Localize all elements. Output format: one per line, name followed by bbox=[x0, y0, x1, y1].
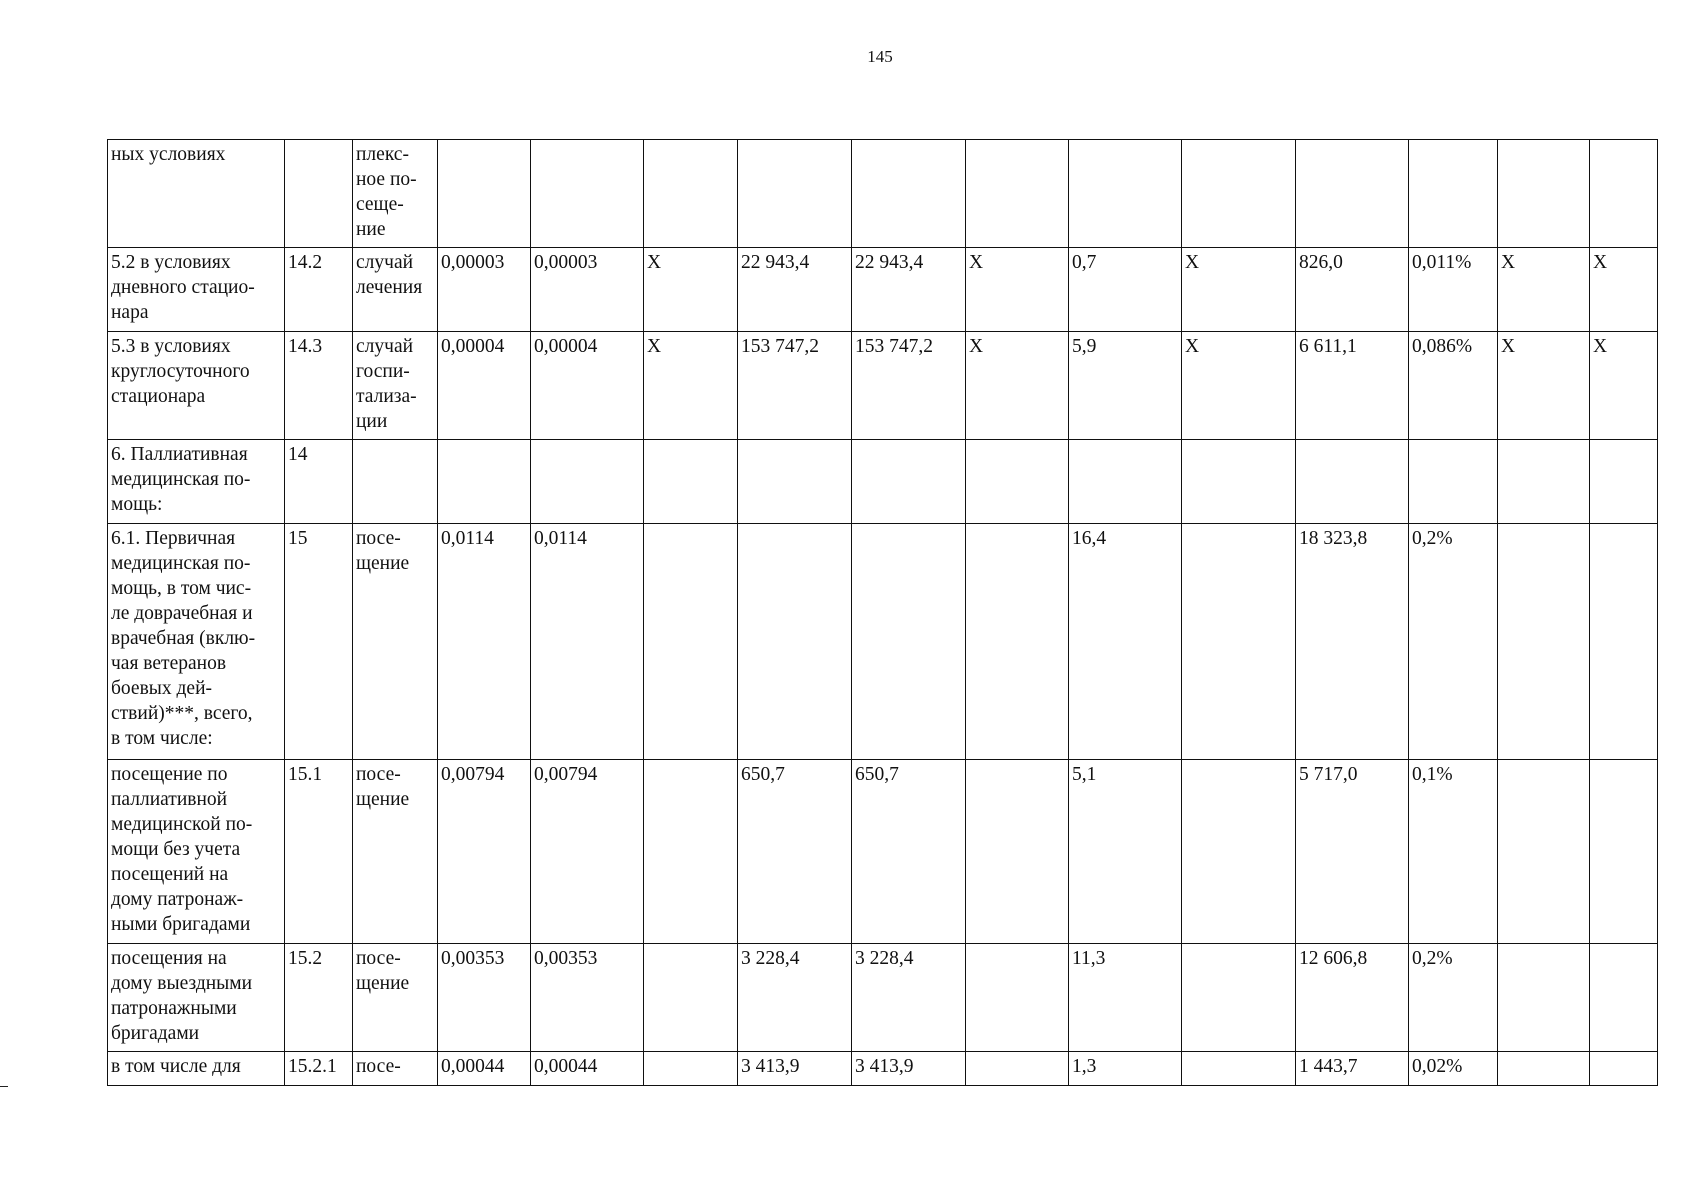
table-cell: 0,1% bbox=[1409, 760, 1498, 944]
table-cell: 3 413,9 bbox=[852, 1052, 966, 1086]
table-cell: 3 228,4 bbox=[738, 944, 852, 1052]
table-cell bbox=[1498, 140, 1590, 248]
table-row bbox=[108, 332, 1658, 440]
table-cell: X bbox=[1498, 332, 1590, 440]
table-cell: 0,02% bbox=[1409, 1052, 1498, 1086]
table-cell: X bbox=[644, 332, 738, 440]
table-cell: 0,0114 bbox=[438, 524, 531, 760]
table-cell bbox=[738, 524, 852, 760]
table-cell: 0,00353 bbox=[438, 944, 531, 1052]
table-cell: 15 bbox=[285, 524, 353, 760]
table-cell: 0,00004 bbox=[438, 332, 531, 440]
table-cell bbox=[353, 440, 438, 524]
table-cell: в том числе для bbox=[108, 1052, 285, 1086]
table-cell bbox=[738, 440, 852, 524]
table-cell: 0,00794 bbox=[438, 760, 531, 944]
table-cell: посе- щение bbox=[353, 944, 438, 1052]
table-cell: посещения на дому выездными патронажными бригадами bbox=[108, 944, 285, 1052]
table-cell: случай госпи- тализа- ции bbox=[353, 332, 438, 440]
table-cell bbox=[1069, 140, 1182, 248]
table-cell bbox=[1590, 140, 1658, 248]
table-row bbox=[108, 248, 1658, 332]
table-cell bbox=[644, 760, 738, 944]
table-cell: ных условиях bbox=[108, 140, 285, 248]
table-cell: 0,011% bbox=[1409, 248, 1498, 332]
table-cell bbox=[1498, 524, 1590, 760]
table-cell bbox=[1498, 1052, 1590, 1086]
table-cell: 6 611,1 bbox=[1296, 332, 1409, 440]
table-cell bbox=[1590, 760, 1658, 944]
table-cell: 650,7 bbox=[852, 760, 966, 944]
table-cell: 0,00003 bbox=[531, 248, 644, 332]
table-cell bbox=[1296, 140, 1409, 248]
table-cell: 0,00003 bbox=[438, 248, 531, 332]
table-cell: 11,3 bbox=[1069, 944, 1182, 1052]
page-number: 145 bbox=[867, 47, 893, 66]
table-cell bbox=[738, 140, 852, 248]
table-cell bbox=[438, 140, 531, 248]
table-cell bbox=[1590, 944, 1658, 1052]
table-cell: 16,4 bbox=[1069, 524, 1182, 760]
table-cell bbox=[966, 140, 1069, 248]
table-cell: 14.3 bbox=[285, 332, 353, 440]
table-cell: плекс- ное по- сеще- ние bbox=[353, 140, 438, 248]
table-cell bbox=[1182, 440, 1296, 524]
table-cell: 5.3 в условиях круглосуточного стационара bbox=[108, 332, 285, 440]
table-cell bbox=[1409, 140, 1498, 248]
table-cell: 1,3 bbox=[1069, 1052, 1182, 1086]
table-cell bbox=[1182, 1052, 1296, 1086]
table-cell: X bbox=[966, 332, 1069, 440]
table-row bbox=[108, 1052, 1658, 1086]
table-cell: посе- щение bbox=[353, 760, 438, 944]
table-cell bbox=[1296, 440, 1409, 524]
table-cell bbox=[1409, 440, 1498, 524]
scan-edge-mark bbox=[0, 1086, 8, 1087]
table-cell bbox=[1590, 1052, 1658, 1086]
table-cell bbox=[1182, 760, 1296, 944]
table-cell bbox=[1590, 524, 1658, 760]
table-cell bbox=[966, 760, 1069, 944]
table-cell: 6.1. Первичная медицинская по- мощь, в том чис- ле доврачебная и врачебная (вклю- чая ветеранов боевых дей- ствий)***, всего, в том числе: bbox=[108, 524, 285, 760]
table-cell: посещение по паллиативной медицинской по- мощи без учета посещений на дому патронаж- ными бригадами bbox=[108, 760, 285, 944]
table-cell bbox=[1182, 524, 1296, 760]
table-cell: 826,0 bbox=[1296, 248, 1409, 332]
table-cell: 0,00353 bbox=[531, 944, 644, 1052]
table-cell: 1 443,7 bbox=[1296, 1052, 1409, 1086]
table-cell bbox=[1590, 440, 1658, 524]
table-cell: случай лечения bbox=[353, 248, 438, 332]
table-row bbox=[108, 760, 1658, 944]
table-cell: 0,2% bbox=[1409, 944, 1498, 1052]
table-cell: посе- щение bbox=[353, 524, 438, 760]
table-cell: 0,0114 bbox=[531, 524, 644, 760]
table-cell: X bbox=[1182, 332, 1296, 440]
table-cell: 0,7 bbox=[1069, 248, 1182, 332]
table-cell: 14 bbox=[285, 440, 353, 524]
data-table bbox=[107, 139, 1658, 1086]
table-cell: 12 606,8 bbox=[1296, 944, 1409, 1052]
table-cell: 15.2.1 bbox=[285, 1052, 353, 1086]
table-cell: 6. Паллиативная медицинская по- мощь: bbox=[108, 440, 285, 524]
table-cell: 5 717,0 bbox=[1296, 760, 1409, 944]
table-cell: X bbox=[1590, 248, 1658, 332]
table-cell: 0,2% bbox=[1409, 524, 1498, 760]
table-cell: 153 747,2 bbox=[852, 332, 966, 440]
table-cell bbox=[1182, 944, 1296, 1052]
table-cell: 0,00004 bbox=[531, 332, 644, 440]
table-row bbox=[108, 524, 1658, 760]
table-cell: X bbox=[1182, 248, 1296, 332]
table-cell: X bbox=[644, 248, 738, 332]
table-cell bbox=[852, 140, 966, 248]
table-cell: 14.2 bbox=[285, 248, 353, 332]
table-cell: X bbox=[966, 248, 1069, 332]
table-cell bbox=[644, 140, 738, 248]
table-cell: 3 228,4 bbox=[852, 944, 966, 1052]
table-cell: 22 943,4 bbox=[852, 248, 966, 332]
table-row bbox=[108, 944, 1658, 1052]
table-cell bbox=[852, 440, 966, 524]
table-cell: X bbox=[1498, 248, 1590, 332]
table-row bbox=[108, 440, 1658, 524]
table-cell: 15.2 bbox=[285, 944, 353, 1052]
table-cell bbox=[285, 140, 353, 248]
table-cell: 0,00794 bbox=[531, 760, 644, 944]
table-cell bbox=[966, 944, 1069, 1052]
table-cell bbox=[644, 1052, 738, 1086]
table-cell: 5.2 в условиях дневного стацио- нара bbox=[108, 248, 285, 332]
table-cell: 15.1 bbox=[285, 760, 353, 944]
table-cell bbox=[966, 440, 1069, 524]
table-cell bbox=[1498, 944, 1590, 1052]
table-row bbox=[108, 140, 1658, 248]
table-cell: 22 943,4 bbox=[738, 248, 852, 332]
table-cell bbox=[966, 524, 1069, 760]
table-cell bbox=[1498, 760, 1590, 944]
table-cell bbox=[644, 944, 738, 1052]
table-cell bbox=[438, 440, 531, 524]
table-cell bbox=[644, 440, 738, 524]
table-cell bbox=[644, 524, 738, 760]
table-cell bbox=[966, 1052, 1069, 1086]
table-cell bbox=[531, 140, 644, 248]
table-cell: 650,7 bbox=[738, 760, 852, 944]
table-cell: 5,9 bbox=[1069, 332, 1182, 440]
table-cell bbox=[1182, 140, 1296, 248]
table-cell: X bbox=[1590, 332, 1658, 440]
table-cell bbox=[1498, 440, 1590, 524]
table-cell bbox=[852, 524, 966, 760]
table-cell bbox=[531, 440, 644, 524]
table-cell: 153 747,2 bbox=[738, 332, 852, 440]
table-cell: 0,00044 bbox=[531, 1052, 644, 1086]
table-cell: 5,1 bbox=[1069, 760, 1182, 944]
table-cell bbox=[1069, 440, 1182, 524]
table-cell: 18 323,8 bbox=[1296, 524, 1409, 760]
table-cell: 0,086% bbox=[1409, 332, 1498, 440]
table-cell: посе- bbox=[353, 1052, 438, 1086]
table-cell: 3 413,9 bbox=[738, 1052, 852, 1086]
table-cell: 0,00044 bbox=[438, 1052, 531, 1086]
